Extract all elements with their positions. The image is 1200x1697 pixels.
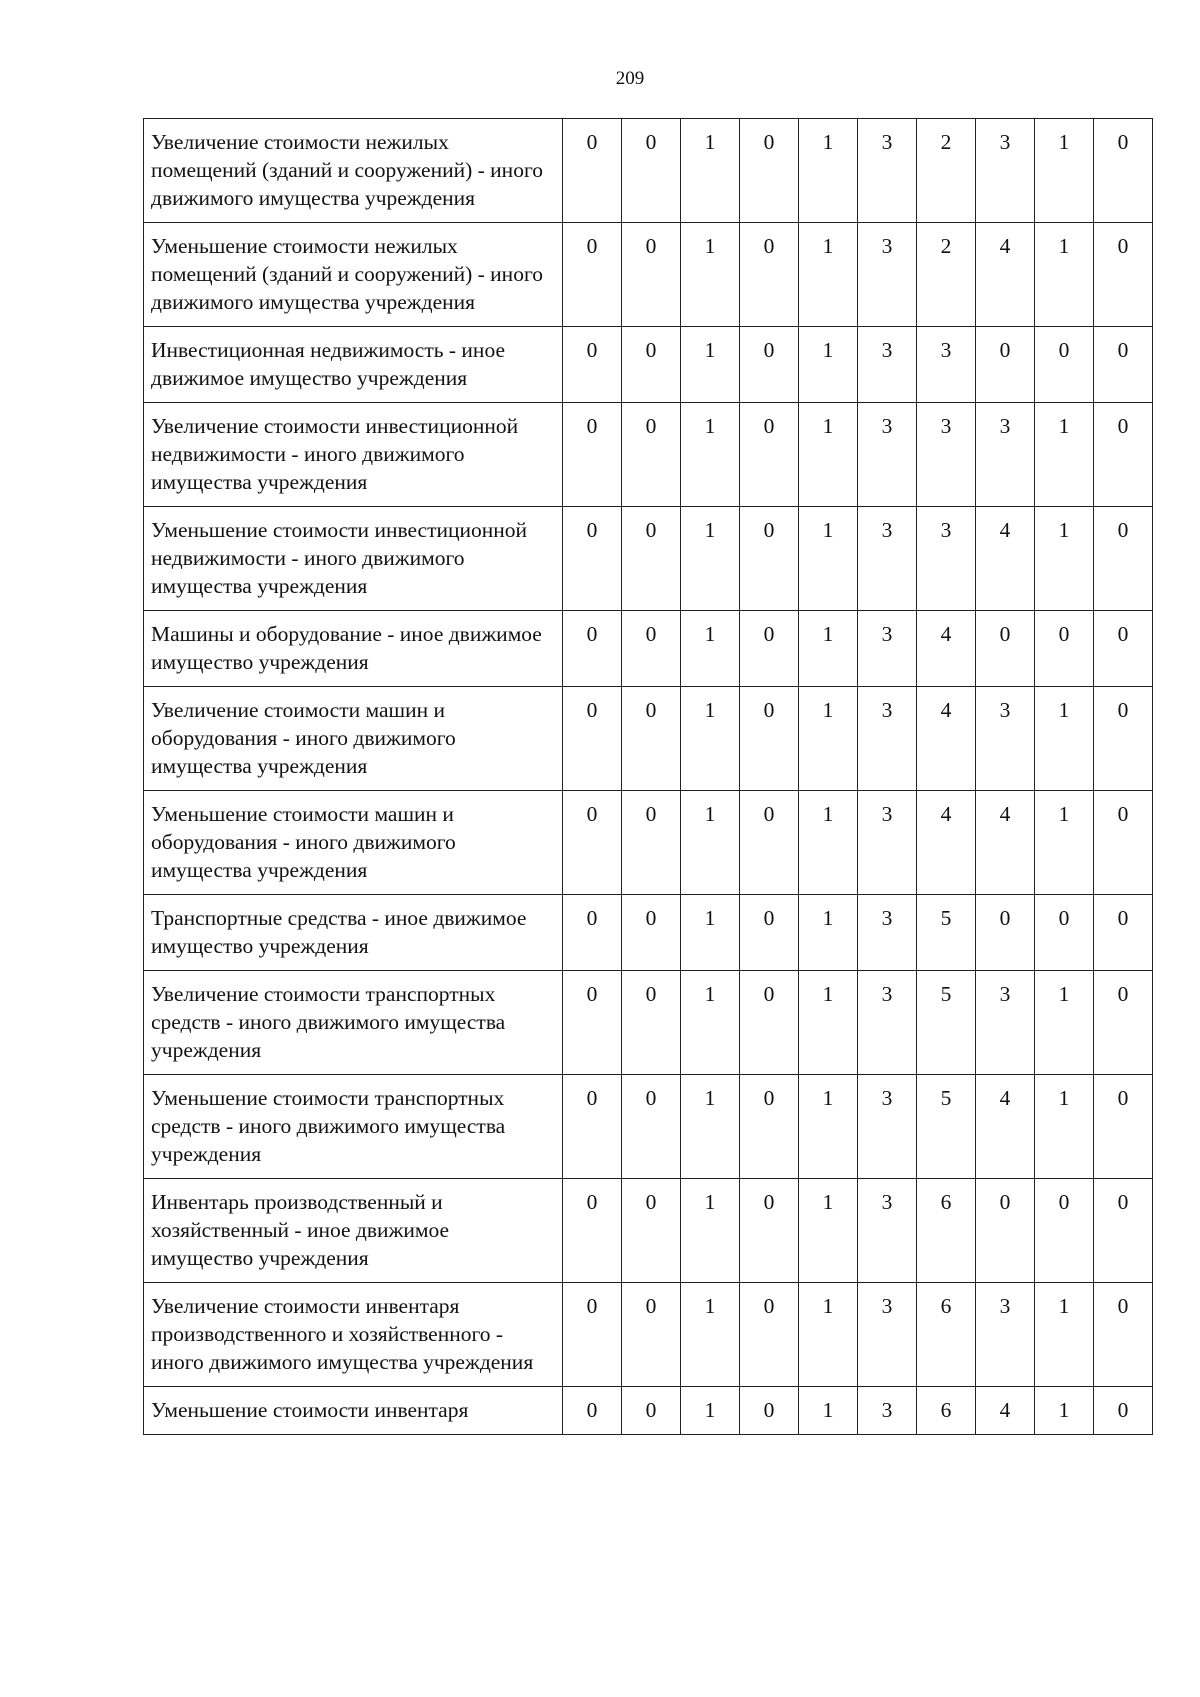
code-digit-cell: 0 bbox=[622, 1179, 681, 1283]
code-digit-cell: 0 bbox=[563, 1179, 622, 1283]
table-row bbox=[144, 327, 1153, 403]
code-digit-cell: 1 bbox=[1035, 971, 1094, 1075]
code-digit-cell: 0 bbox=[976, 611, 1035, 687]
code-digit-cell: 0 bbox=[1094, 507, 1153, 611]
code-digit-cell: 0 bbox=[740, 327, 799, 403]
code-digit-cell: 3 bbox=[858, 403, 917, 507]
code-digit-cell: 0 bbox=[622, 223, 681, 327]
code-digit-cell: 0 bbox=[563, 791, 622, 895]
table-row bbox=[144, 119, 1153, 223]
code-digit-cell: 0 bbox=[740, 895, 799, 971]
code-digit-cell: 1 bbox=[681, 507, 740, 611]
code-digit-cell: 0 bbox=[740, 223, 799, 327]
code-digit-cell: 0 bbox=[740, 403, 799, 507]
code-digit-cell: 3 bbox=[917, 327, 976, 403]
code-digit-cell: 0 bbox=[622, 119, 681, 223]
code-digit-cell: 3 bbox=[976, 971, 1035, 1075]
code-digit-cell: 3 bbox=[858, 507, 917, 611]
code-digit-cell: 5 bbox=[917, 1075, 976, 1179]
code-digit-cell: 0 bbox=[622, 1075, 681, 1179]
account-name-cell: Инвестиционная недвижимость - иное движимое имущество учреждения bbox=[144, 327, 563, 403]
code-digit-cell: 1 bbox=[799, 507, 858, 611]
code-digit-cell: 3 bbox=[858, 971, 917, 1075]
code-digit-cell: 0 bbox=[563, 1283, 622, 1387]
code-digit-cell: 3 bbox=[858, 1179, 917, 1283]
code-digit-cell: 1 bbox=[1035, 1387, 1094, 1435]
code-digit-cell: 3 bbox=[858, 791, 917, 895]
code-digit-cell: 3 bbox=[917, 403, 976, 507]
code-digit-cell: 1 bbox=[799, 327, 858, 403]
account-name-cell: Увеличение стоимости инвентаря производственного и хозяйственного - иного движимого имущества учреждения bbox=[144, 1283, 563, 1387]
code-digit-cell: 1 bbox=[799, 687, 858, 791]
code-digit-cell: 0 bbox=[1094, 687, 1153, 791]
code-digit-cell: 1 bbox=[681, 1179, 740, 1283]
code-digit-cell: 4 bbox=[976, 223, 1035, 327]
code-digit-cell: 3 bbox=[976, 1283, 1035, 1387]
code-digit-cell: 1 bbox=[681, 895, 740, 971]
code-digit-cell: 0 bbox=[976, 895, 1035, 971]
table-row bbox=[144, 971, 1153, 1075]
code-digit-cell: 1 bbox=[1035, 791, 1094, 895]
account-name-cell: Увеличение стоимости нежилых помещений (зданий и сооружений) - иного движимого имущества учреждения bbox=[144, 119, 563, 223]
account-name-cell: Уменьшение стоимости инвентаря bbox=[144, 1387, 563, 1435]
code-digit-cell: 0 bbox=[1094, 895, 1153, 971]
table-row bbox=[144, 1387, 1153, 1435]
account-name-cell: Уменьшение стоимости нежилых помещений (зданий и сооружений) - иного движимого имущества учреждения bbox=[144, 223, 563, 327]
code-digit-cell: 0 bbox=[563, 1387, 622, 1435]
code-digit-cell: 0 bbox=[563, 971, 622, 1075]
code-digit-cell: 0 bbox=[1094, 1075, 1153, 1179]
code-digit-cell: 0 bbox=[622, 1283, 681, 1387]
code-digit-cell: 3 bbox=[976, 687, 1035, 791]
code-digit-cell: 0 bbox=[563, 611, 622, 687]
code-digit-cell: 3 bbox=[976, 119, 1035, 223]
code-digit-cell: 4 bbox=[976, 791, 1035, 895]
code-digit-cell: 3 bbox=[858, 611, 917, 687]
code-digit-cell: 3 bbox=[858, 223, 917, 327]
code-digit-cell: 1 bbox=[681, 687, 740, 791]
code-digit-cell: 1 bbox=[681, 1387, 740, 1435]
code-digit-cell: 1 bbox=[681, 327, 740, 403]
code-digit-cell: 0 bbox=[740, 1283, 799, 1387]
code-digit-cell: 0 bbox=[740, 971, 799, 1075]
code-digit-cell: 1 bbox=[1035, 687, 1094, 791]
code-digit-cell: 0 bbox=[622, 791, 681, 895]
code-digit-cell: 1 bbox=[799, 1387, 858, 1435]
code-digit-cell: 1 bbox=[681, 1283, 740, 1387]
code-digit-cell: 1 bbox=[681, 611, 740, 687]
code-digit-cell: 3 bbox=[976, 403, 1035, 507]
code-digit-cell: 3 bbox=[917, 507, 976, 611]
code-digit-cell: 1 bbox=[681, 119, 740, 223]
code-digit-cell: 3 bbox=[858, 327, 917, 403]
code-digit-cell: 6 bbox=[917, 1179, 976, 1283]
table-body bbox=[144, 119, 1153, 1435]
code-digit-cell: 3 bbox=[858, 119, 917, 223]
code-digit-cell: 1 bbox=[681, 1075, 740, 1179]
code-digit-cell: 0 bbox=[740, 791, 799, 895]
code-digit-cell: 0 bbox=[622, 403, 681, 507]
code-digit-cell: 2 bbox=[917, 223, 976, 327]
code-digit-cell: 5 bbox=[917, 971, 976, 1075]
code-digit-cell: 3 bbox=[858, 1283, 917, 1387]
table-row bbox=[144, 791, 1153, 895]
code-digit-cell: 0 bbox=[622, 611, 681, 687]
account-name-cell: Уменьшение стоимости машин и оборудования - иного движимого имущества учреждения bbox=[144, 791, 563, 895]
code-digit-cell: 0 bbox=[1094, 119, 1153, 223]
code-digit-cell: 1 bbox=[1035, 223, 1094, 327]
code-digit-cell: 0 bbox=[740, 119, 799, 223]
code-digit-cell: 0 bbox=[1094, 223, 1153, 327]
code-digit-cell: 1 bbox=[1035, 119, 1094, 223]
code-digit-cell: 0 bbox=[1094, 611, 1153, 687]
code-digit-cell: 0 bbox=[740, 507, 799, 611]
account-name-cell: Инвентарь производственный и хозяйственный - иное движимое имущество учреждения bbox=[144, 1179, 563, 1283]
account-name-cell: Транспортные средства - иное движимое имущество учреждения bbox=[144, 895, 563, 971]
code-digit-cell: 4 bbox=[976, 1075, 1035, 1179]
code-digit-cell: 0 bbox=[563, 327, 622, 403]
code-digit-cell: 1 bbox=[1035, 1283, 1094, 1387]
code-digit-cell: 0 bbox=[976, 327, 1035, 403]
code-digit-cell: 0 bbox=[740, 1075, 799, 1179]
code-digit-cell: 3 bbox=[858, 1387, 917, 1435]
code-digit-cell: 4 bbox=[917, 791, 976, 895]
code-digit-cell: 3 bbox=[858, 1075, 917, 1179]
code-digit-cell: 0 bbox=[622, 327, 681, 403]
code-digit-cell: 0 bbox=[1035, 1179, 1094, 1283]
code-digit-cell: 1 bbox=[799, 1075, 858, 1179]
code-digit-cell: 1 bbox=[1035, 1075, 1094, 1179]
code-digit-cell: 1 bbox=[1035, 403, 1094, 507]
code-digit-cell: 0 bbox=[563, 119, 622, 223]
code-digit-cell: 0 bbox=[976, 1179, 1035, 1283]
table-row bbox=[144, 507, 1153, 611]
code-digit-cell: 3 bbox=[858, 895, 917, 971]
code-digit-cell: 0 bbox=[563, 1075, 622, 1179]
code-digit-cell: 0 bbox=[1094, 1283, 1153, 1387]
code-digit-cell: 0 bbox=[563, 895, 622, 971]
code-digit-cell: 1 bbox=[799, 403, 858, 507]
code-digit-cell: 0 bbox=[740, 1179, 799, 1283]
code-digit-cell: 0 bbox=[563, 403, 622, 507]
code-digit-cell: 0 bbox=[563, 507, 622, 611]
code-digit-cell: 1 bbox=[681, 791, 740, 895]
table-row bbox=[144, 611, 1153, 687]
account-name-cell: Увеличение стоимости транспортных средств - иного движимого имущества учреждения bbox=[144, 971, 563, 1075]
table-row bbox=[144, 1283, 1153, 1387]
account-name-cell: Уменьшение стоимости транспортных средств - иного движимого имущества учреждения bbox=[144, 1075, 563, 1179]
account-name-cell: Уменьшение стоимости инвестиционной недвижимости - иного движимого имущества учреждения bbox=[144, 507, 563, 611]
code-digit-cell: 0 bbox=[740, 1387, 799, 1435]
code-digit-cell: 0 bbox=[1094, 403, 1153, 507]
code-digit-cell: 0 bbox=[740, 687, 799, 791]
code-digit-cell: 0 bbox=[1094, 1387, 1153, 1435]
code-digit-cell: 1 bbox=[799, 1283, 858, 1387]
code-digit-cell: 0 bbox=[1035, 327, 1094, 403]
code-digit-cell: 6 bbox=[917, 1283, 976, 1387]
table-row bbox=[144, 1179, 1153, 1283]
code-digit-cell: 1 bbox=[799, 895, 858, 971]
code-digit-cell: 1 bbox=[799, 223, 858, 327]
code-digit-cell: 0 bbox=[740, 611, 799, 687]
table-row bbox=[144, 403, 1153, 507]
account-name-cell: Увеличение стоимости инвестиционной недвижимости - иного движимого имущества учреждения bbox=[144, 403, 563, 507]
code-digit-cell: 1 bbox=[681, 403, 740, 507]
account-name-cell: Машины и оборудование - иное движимое имущество учреждения bbox=[144, 611, 563, 687]
account-name-cell: Увеличение стоимости машин и оборудования - иного движимого имущества учреждения bbox=[144, 687, 563, 791]
table-row bbox=[144, 687, 1153, 791]
code-digit-cell: 3 bbox=[858, 687, 917, 791]
code-digit-cell: 0 bbox=[622, 507, 681, 611]
code-digit-cell: 4 bbox=[976, 507, 1035, 611]
code-digit-cell: 4 bbox=[917, 687, 976, 791]
code-digit-cell: 0 bbox=[1094, 791, 1153, 895]
code-digit-cell: 1 bbox=[799, 971, 858, 1075]
code-digit-cell: 0 bbox=[622, 895, 681, 971]
code-digit-cell: 0 bbox=[1035, 611, 1094, 687]
code-digit-cell: 6 bbox=[917, 1387, 976, 1435]
table-row bbox=[144, 223, 1153, 327]
code-digit-cell: 0 bbox=[1094, 327, 1153, 403]
code-digit-cell: 0 bbox=[1094, 971, 1153, 1075]
code-digit-cell: 0 bbox=[563, 223, 622, 327]
code-digit-cell: 0 bbox=[622, 687, 681, 791]
code-digit-cell: 0 bbox=[1035, 895, 1094, 971]
code-digit-cell: 1 bbox=[681, 223, 740, 327]
code-digit-cell: 1 bbox=[799, 119, 858, 223]
account-code-table bbox=[143, 118, 1153, 1435]
code-digit-cell: 0 bbox=[622, 1387, 681, 1435]
code-digit-cell: 0 bbox=[563, 687, 622, 791]
code-digit-cell: 1 bbox=[1035, 507, 1094, 611]
code-digit-cell: 1 bbox=[799, 611, 858, 687]
code-digit-cell: 1 bbox=[799, 1179, 858, 1283]
code-digit-cell: 0 bbox=[1094, 1179, 1153, 1283]
code-digit-cell: 5 bbox=[917, 895, 976, 971]
table-row bbox=[144, 1075, 1153, 1179]
code-digit-cell: 1 bbox=[799, 791, 858, 895]
code-digit-cell: 1 bbox=[681, 971, 740, 1075]
code-digit-cell: 4 bbox=[917, 611, 976, 687]
code-digit-cell: 0 bbox=[622, 971, 681, 1075]
page-number: 209 bbox=[615, 68, 645, 89]
code-digit-cell: 2 bbox=[917, 119, 976, 223]
table-row bbox=[144, 895, 1153, 971]
code-digit-cell: 4 bbox=[976, 1387, 1035, 1435]
